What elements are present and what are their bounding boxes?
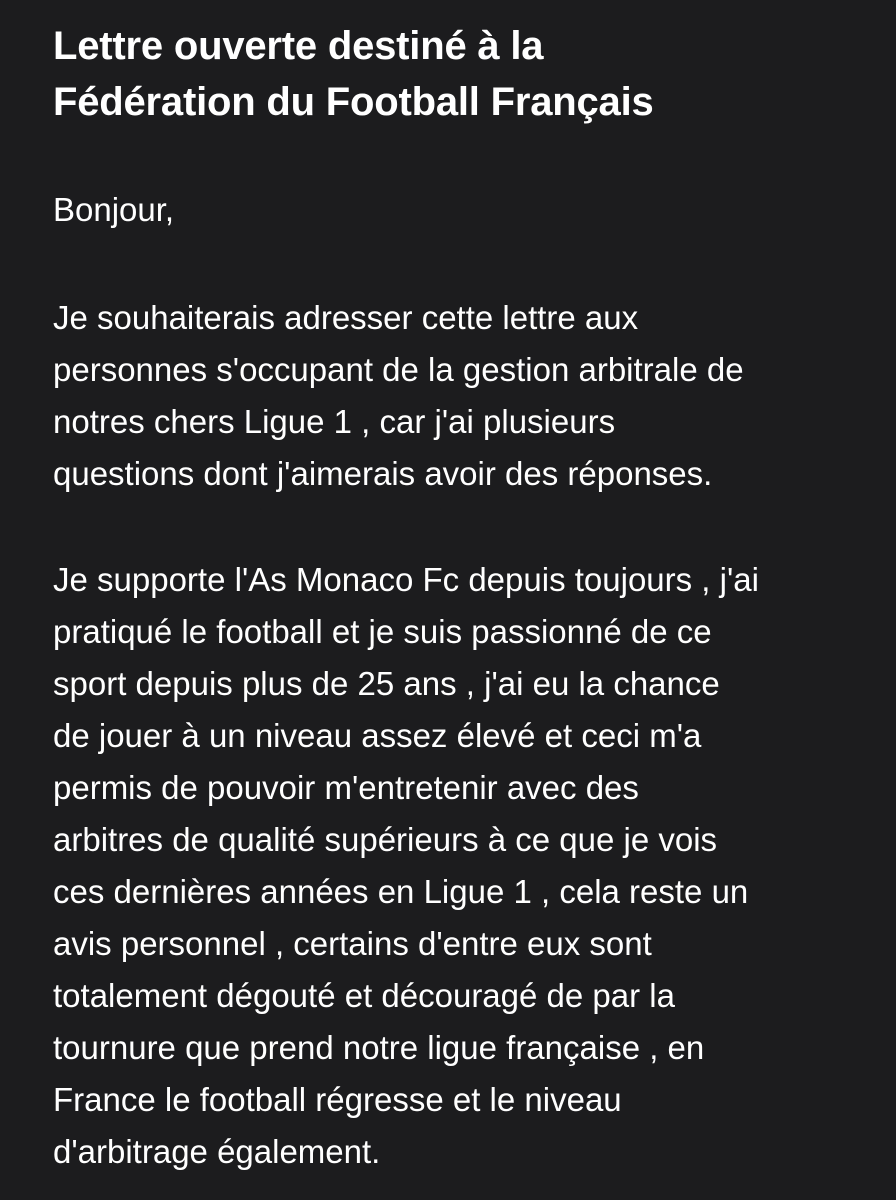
paragraph-1-line: Je souhaiterais adresser cette lettre aux (53, 299, 639, 336)
paragraph-2-line: permis de pouvoir m'entretenir avec des (53, 769, 639, 806)
paragraph-2-line: Je supporte l'As Monaco Fc depuis toujours , j'ai (53, 561, 759, 598)
paragraph-2-line: tournure que prend notre ligue française , en (53, 1029, 705, 1066)
paragraph-2-line: totalement dégouté et découragé de par la (53, 977, 675, 1014)
title-line: Lettre ouverte destiné à la (53, 24, 544, 68)
paragraph-2-line: sport depuis plus de 25 ans , j'ai eu la chance (53, 665, 720, 702)
letter-title (53, 18, 654, 130)
paragraph-1-line: questions dont j'aimerais avoir des réponses. (53, 455, 713, 492)
paragraph-2-line: pratiqué le football et je suis passionné de ce (53, 613, 712, 650)
paragraph-2-line: ces dernières années en Ligue 1 , cela reste un (53, 873, 749, 910)
paragraph-2-line: France le football régresse et le niveau (53, 1081, 622, 1118)
title-line: Fédération du Football Français (53, 80, 654, 124)
paragraph-2-line: d'arbitrage également. (53, 1133, 381, 1170)
paragraph-1-line: personnes s'occupant de la gestion arbitrale de (53, 351, 744, 388)
paragraph-1-line: notres chers Ligue 1 , car j'ai plusieurs (53, 403, 616, 440)
paragraph-2-line: avis personnel , certains d'entre eux sont (53, 925, 652, 962)
greeting: Bonjour, (53, 191, 175, 228)
paragraph-2-line: arbitres de qualité supérieurs à ce que je vois (53, 821, 718, 858)
paragraph-2-line: de jouer à un niveau assez élevé et ceci m'a (53, 717, 702, 754)
